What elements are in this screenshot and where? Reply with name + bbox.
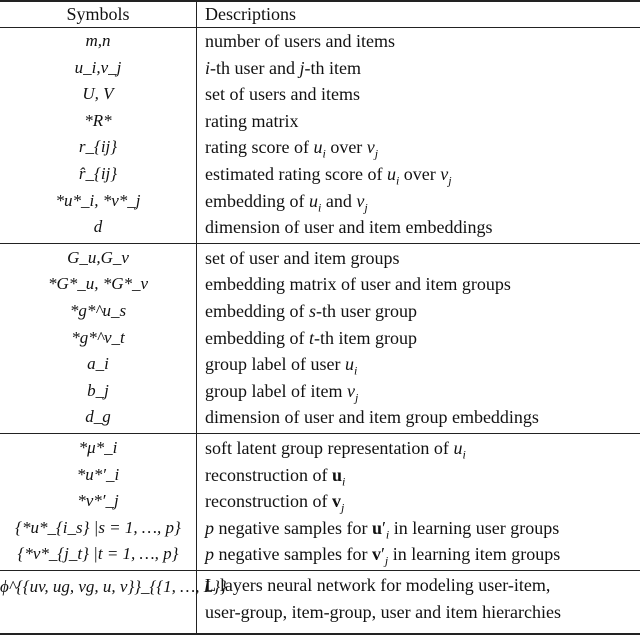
description-cell: dimension of user and item embeddings <box>205 217 493 238</box>
symbol-cell: *g*^v_t <box>71 327 125 347</box>
description-cell: set of users and items <box>205 84 360 105</box>
symbol-cell: *μ*_i <box>78 438 118 457</box>
symbol-cell: u_i,v_j <box>74 57 122 77</box>
description-cell: number of users and items <box>205 31 395 51</box>
description-cell-line2: user-group, item-group, user and item hierarchies <box>205 601 562 622</box>
symbol-cell: *v*′_j <box>77 491 119 511</box>
group-rule <box>0 433 640 434</box>
description-cell: reconstruction of $v_j$ <box>205 491 345 515</box>
description-cell: embedding of $u_i$ and $v_j$ <box>205 190 368 215</box>
description-cell: embedding of t-th item group <box>205 327 417 348</box>
description-cell: reconstruction of $u_i$ <box>205 464 346 489</box>
description-cell: dimension of user and item group embeddings <box>205 407 539 428</box>
table-row <box>0 188 640 215</box>
symbol-cell: *u*′_i <box>76 464 120 484</box>
group-rule <box>0 570 640 571</box>
description-cell: group label of item $v_j$ <box>205 380 359 405</box>
description-cell: embedding matrix of user and item groups <box>205 274 511 295</box>
group-rule <box>0 243 640 244</box>
symbol-cell: *u*_i, *v*_j <box>55 190 141 210</box>
symbol-cell: r_{ij} <box>78 137 118 157</box>
table-row <box>0 298 640 325</box>
table-row <box>0 214 640 241</box>
description-cell: set of user and item groups <box>205 247 400 268</box>
table-row <box>0 81 640 108</box>
table-row <box>0 271 640 298</box>
header-descriptions: Descriptions <box>205 4 296 24</box>
symbol-cell: {*u*_{i_s} |s = 1, …, p} <box>15 517 181 537</box>
table-row <box>0 541 640 568</box>
symbol-cell: *R* <box>84 110 112 130</box>
description-cell: soft latent group representation of $u_i$ <box>205 438 466 462</box>
table-row <box>0 108 640 135</box>
symbol-cell: U, V <box>82 84 114 104</box>
header-symbols: Symbols <box>66 4 130 24</box>
symbol-cell: *g*^u_s <box>69 301 127 320</box>
table-row <box>0 404 640 431</box>
description-cell: L layers neural network for modeling user-item, <box>205 575 551 595</box>
description-cell: i-th user and j-th item <box>205 57 362 78</box>
table-row <box>0 55 640 82</box>
description-cell: rating matrix <box>205 110 299 131</box>
table-row <box>0 462 640 489</box>
description-cell: p negative samples for $v'_j$ in learning item groups <box>205 544 561 568</box>
symbol-cell: {*v*_{j_t} |t = 1, …, p} <box>17 544 179 564</box>
table-row <box>0 351 640 378</box>
bottom-rule <box>0 633 640 635</box>
header-row <box>0 1 640 28</box>
symbol-cell: *G*_u, *G*_v <box>47 274 149 294</box>
table-row <box>0 134 640 161</box>
symbol-cell: r̂_{ij} <box>78 164 118 183</box>
symbol-cell: G_u,G_v <box>67 247 129 267</box>
table-row <box>0 435 640 462</box>
symbol-cell: d <box>93 217 103 237</box>
description-cell: rating score of $u_i$ over $v_j$ <box>205 137 379 161</box>
symbol-cell: ϕ^{{uv, ug, vg, u, v}}_{{1, …, L}} <box>0 577 227 596</box>
symbol-cell: a_i <box>87 354 109 374</box>
table-row <box>0 572 640 622</box>
table-row <box>0 245 640 272</box>
description-cell: estimated rating score of $u_i$ over $v_j$ <box>205 164 452 188</box>
description-cell: embedding of s-th user group <box>205 301 417 321</box>
table-row <box>0 325 640 352</box>
symbol-cell: d_g <box>85 407 111 427</box>
table-row <box>0 28 640 55</box>
table-row <box>0 515 640 542</box>
header-rule <box>0 27 640 28</box>
table-row <box>0 378 640 405</box>
symbol-cell: m,n <box>85 31 111 50</box>
symbol-cell: b_j <box>87 380 109 400</box>
description-cell: group label of user $u_i$ <box>205 354 358 378</box>
table-row <box>0 488 640 515</box>
table-row <box>0 161 640 188</box>
description-cell: p negative samples for $u'_i$ in learning user groups <box>205 517 560 542</box>
